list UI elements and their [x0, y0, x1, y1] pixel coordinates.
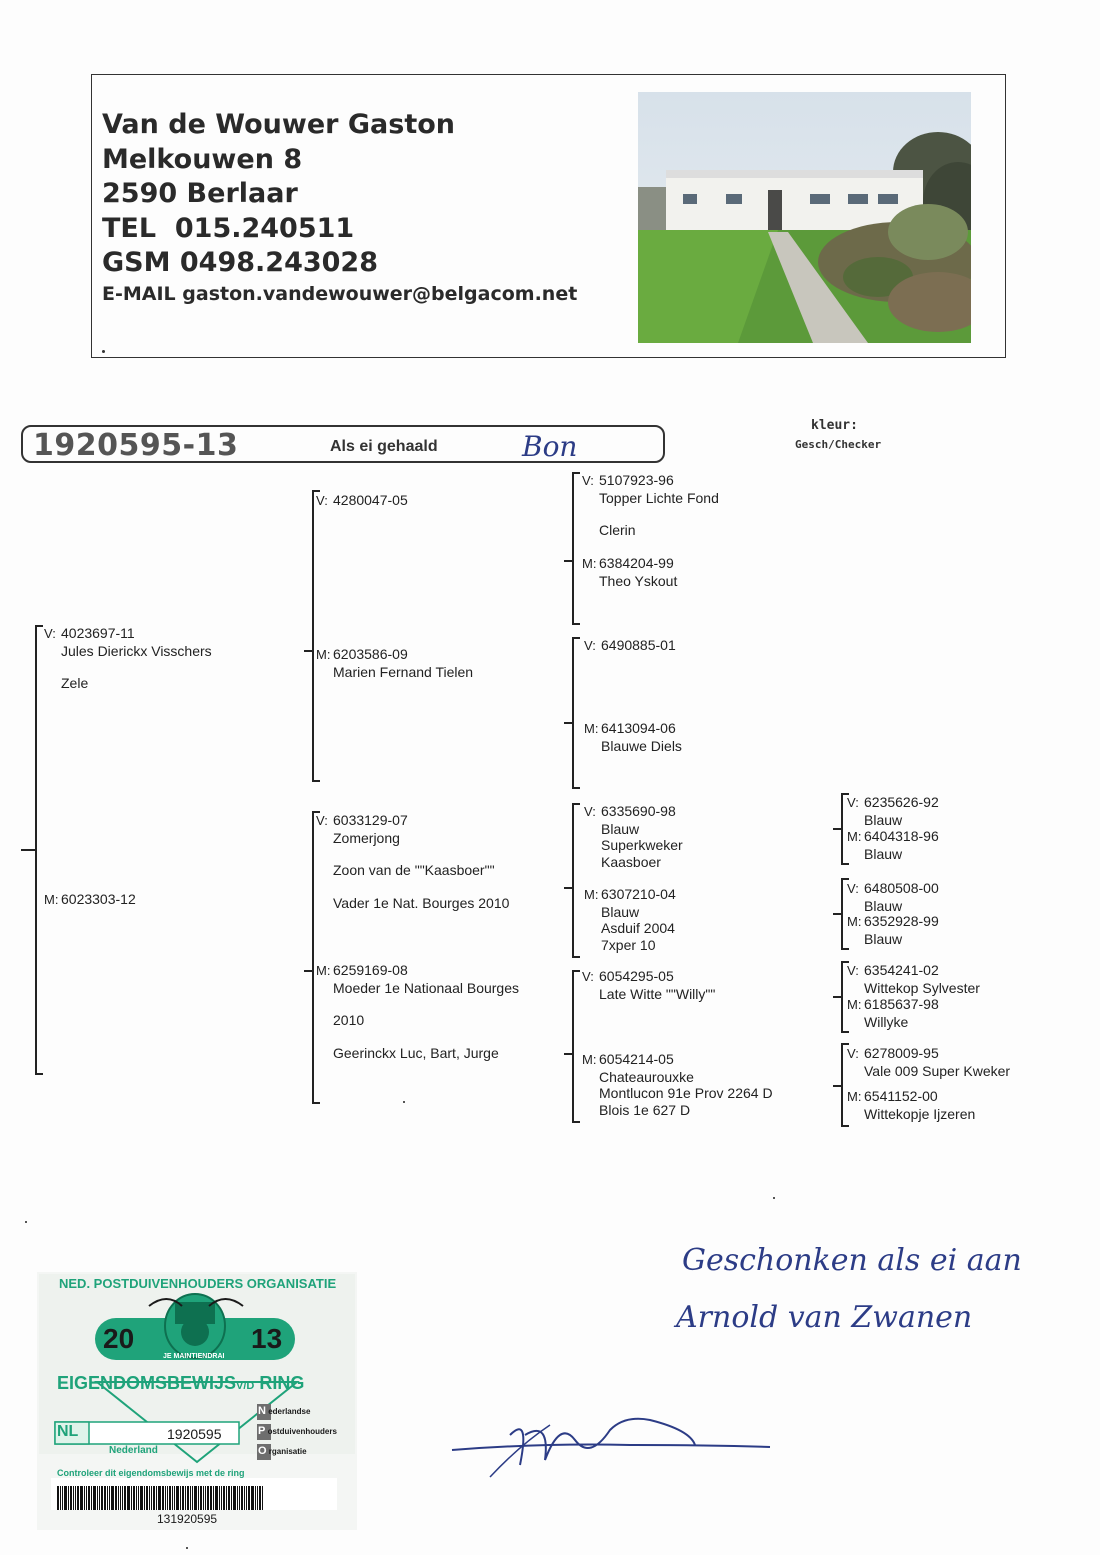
parent-ring-number: 6480508-00 — [864, 880, 939, 896]
barcode-bar — [99, 1486, 100, 1510]
parent-ring-number: 4023697-11 — [61, 625, 135, 641]
tick-dam — [304, 970, 313, 972]
pedigree-dsdd — [847, 913, 939, 947]
parent-info-line: Vale 009 Super Kweker — [864, 1062, 1011, 1079]
parent-prefix: M: — [584, 887, 599, 902]
parent-info-line: Zoon van de ""Kaasboer"" — [333, 862, 495, 878]
speck — [403, 1101, 405, 1103]
pedigree-ddds — [847, 1045, 1010, 1079]
barcode-bar — [262, 1486, 263, 1510]
parent-ring-number: 6413094-06 — [601, 720, 676, 736]
cert-npo-letter-1: N — [258, 1405, 266, 1417]
barcode-bar — [205, 1486, 206, 1510]
parent-info-line: Willyke — [864, 1013, 909, 1030]
barcode-bar — [131, 1486, 132, 1510]
owner-name: Van de Wouwer Gaston — [102, 109, 455, 140]
cert-npo-1 — [258, 1405, 310, 1417]
spacer — [44, 659, 212, 675]
barcode-bar — [187, 1486, 189, 1510]
barcode-bar — [60, 1486, 61, 1510]
barcode-bar — [172, 1486, 173, 1510]
cert-npo-word-1: ederlandse — [268, 1407, 311, 1416]
barcode-bar — [165, 1486, 166, 1510]
pedigree-ddsd — [847, 996, 939, 1030]
barcode-bar — [111, 1486, 114, 1510]
pedigree-dam-dam — [316, 962, 519, 1061]
spacer — [316, 846, 509, 862]
parent-ring-number: 6278009-95 — [864, 1045, 939, 1061]
bracket-g3-1 — [572, 472, 580, 625]
cert-year-left: 20 — [103, 1323, 135, 1354]
barcode-bar — [221, 1486, 222, 1510]
cert-npo-letter-3: O — [258, 1445, 267, 1457]
pedigree-dddd — [847, 1088, 975, 1122]
pedigree-dsss — [847, 794, 939, 828]
barcode-bar — [241, 1486, 243, 1510]
barcode-bar — [64, 1486, 67, 1510]
pedigree-dds — [582, 968, 715, 1002]
ring-number: 1920595-13 — [33, 428, 239, 463]
pedigree-sire-dam — [316, 646, 473, 680]
barcode-bar — [80, 1486, 83, 1510]
cert-title — [57, 1373, 304, 1394]
parent-prefix: V: — [582, 969, 594, 984]
barcode-bar — [93, 1486, 96, 1510]
pedigree-dssd — [847, 828, 939, 862]
parent-info-line: Late Witte ""Willy"" — [599, 985, 716, 1002]
barcode-bar — [75, 1486, 76, 1510]
pedigree-ddss — [847, 962, 980, 996]
barcode-bar — [194, 1486, 197, 1510]
parent-prefix: V: — [847, 1046, 859, 1061]
parent-prefix: M: — [847, 829, 862, 844]
signature — [450, 1405, 780, 1485]
parent-ring-number: 6335690-98 — [601, 803, 676, 819]
bracket-sire-parents — [312, 490, 320, 782]
cert-control-text: Controleer dit eigendomsbewijs met de ring — [57, 1468, 245, 1478]
barcode — [57, 1486, 337, 1512]
colour-label: kleur: — [811, 418, 858, 433]
parent-ring-number: 4280047-05 — [333, 492, 408, 508]
parent-ring-number: 5107923-96 — [599, 472, 674, 488]
barcode-bar — [122, 1486, 123, 1510]
cert-title-end: RING — [259, 1373, 305, 1393]
parent-prefix: M: — [847, 997, 862, 1012]
parent-ring-number: 6404318-96 — [864, 828, 939, 844]
parent-info-line: Blauw — [864, 845, 903, 862]
barcode-bar — [97, 1486, 98, 1510]
pedigree-sdd — [584, 720, 682, 754]
barcode-bar — [88, 1486, 90, 1510]
cert-npo-word-2: ostduivenhouders — [267, 1427, 337, 1436]
parent-info-line: 2010 — [333, 1012, 365, 1028]
parent-ring-number: 6054295-05 — [599, 968, 674, 984]
barcode-bar — [239, 1486, 240, 1510]
parent-prefix: M: — [316, 647, 331, 662]
parent-info-line: Geerinckx Luc, Bart, Jurge — [333, 1044, 499, 1061]
pedigree-dsds — [847, 880, 939, 914]
parent-prefix: M: — [584, 721, 599, 736]
barcode-bar — [190, 1486, 191, 1510]
owner-city: 2590 Berlaar — [102, 178, 298, 209]
parent-ring-number: 6033129-07 — [333, 812, 408, 828]
parent-prefix: M: — [582, 556, 597, 571]
parent-ring-number: 6541152-00 — [864, 1088, 938, 1104]
barcode-bar — [215, 1486, 218, 1510]
parent-prefix: V: — [44, 626, 56, 641]
pedigree-dam — [44, 891, 136, 909]
barcode-bar — [86, 1486, 87, 1510]
barcode-bar — [228, 1486, 230, 1510]
barcode-bar — [226, 1486, 227, 1510]
cert-title-main: EIGENDOMSBEWIJS — [57, 1373, 237, 1393]
owner-tel: TEL 015.240511 — [102, 212, 355, 244]
barcode-bar — [174, 1486, 175, 1510]
barcode-bar — [213, 1486, 214, 1510]
parent-prefix: M: — [847, 1089, 862, 1104]
parent-info-line: Blois 1e 627 D — [599, 1101, 691, 1118]
barcode-bar — [149, 1486, 150, 1510]
barcode-bar — [151, 1486, 152, 1510]
barcode-bar — [107, 1486, 108, 1510]
barcode-bar — [257, 1486, 258, 1510]
barcode-bar — [210, 1486, 212, 1510]
bracket-g3-2 — [572, 637, 580, 789]
tick-g3-2 — [564, 722, 573, 724]
barcode-bar — [158, 1486, 161, 1510]
parent-ring-number: 6185637-98 — [864, 996, 939, 1012]
parent-info-line: Marien Fernand Tielen — [333, 663, 474, 680]
spacer — [316, 1029, 519, 1045]
parent-info-line: Clerin — [599, 522, 636, 538]
pedigree-sss — [582, 472, 719, 539]
barcode-bar — [73, 1486, 74, 1510]
parent-prefix: M: — [316, 963, 331, 978]
parent-prefix: M: — [582, 1052, 597, 1067]
tick-g3-1 — [564, 560, 573, 562]
parent-prefix: V: — [847, 963, 859, 978]
parent-info-line: Zele — [61, 675, 89, 691]
cert-year-right: 13 — [251, 1323, 283, 1354]
barcode-bar — [84, 1486, 85, 1510]
owner-gsm: GSM 0498.243028 — [102, 247, 378, 278]
barcode-bar — [237, 1486, 238, 1510]
barcode-bar — [251, 1486, 254, 1510]
barcode-bar — [167, 1486, 168, 1510]
cert-title-suffix: V/D — [236, 1380, 255, 1392]
parent-info-line: Superkweker — [601, 837, 683, 853]
parent-info-line: Wittekop Sylvester — [864, 979, 980, 996]
barcode-bar — [231, 1486, 232, 1510]
cert-npo-word-3: rganisatie — [268, 1447, 307, 1456]
parent-prefix: M: — [847, 914, 862, 929]
barcode-bar — [144, 1486, 145, 1510]
tick-g4-1 — [833, 828, 842, 830]
header-dot — [102, 350, 105, 353]
parent-info-line: Blauw — [601, 820, 640, 837]
parent-prefix: M: — [44, 892, 59, 907]
pedigree-ddd — [582, 1051, 773, 1118]
tick-g4-2 — [833, 913, 842, 915]
handwritten-gift-line1: Geschonken als ei aan — [682, 1243, 1022, 1278]
parent-ring-number: 6490885-01 — [601, 637, 676, 653]
parent-info-line: Blauw — [864, 897, 903, 914]
parent-ring-number: 6307210-04 — [601, 886, 676, 902]
spacer — [316, 879, 509, 895]
barcode-bar — [182, 1486, 184, 1510]
parent-info-line: Blauw — [864, 930, 903, 947]
barcode-bar — [169, 1486, 171, 1510]
barcode-bar — [115, 1486, 117, 1510]
cert-npo-2 — [258, 1425, 337, 1437]
cert-barcode-number: 131920595 — [157, 1512, 218, 1526]
barcode-bar — [140, 1486, 143, 1510]
barcode-bar — [68, 1486, 69, 1510]
parent-ring-number: 6235626-92 — [864, 794, 939, 810]
colour-value: Gesch/Checker — [795, 438, 882, 451]
pedigree-sire-sire — [316, 492, 408, 510]
parent-info-line: Moeder 1e Nationaal Bourges — [333, 979, 520, 996]
barcode-bar — [118, 1486, 119, 1510]
tick-g3-4 — [564, 1053, 573, 1055]
pedigree-ssd — [582, 555, 677, 589]
parent-ring-number: 6023303-12 — [61, 891, 136, 907]
barcode-bar — [127, 1486, 130, 1510]
parent-info-line: Wittekopje Ijzeren — [864, 1105, 976, 1122]
tick-g4-3 — [833, 996, 842, 998]
parent-prefix: V: — [316, 813, 328, 828]
parent-info-line: 7xper 10 — [601, 936, 656, 953]
barcode-bar — [136, 1486, 137, 1510]
parent-info-line: Topper Lichte Fond — [599, 489, 719, 506]
owner-email: E-MAIL gaston.vandewouwer@belgacom.net — [102, 282, 578, 305]
barcode-bar — [192, 1486, 193, 1510]
barcode-bar — [120, 1486, 121, 1510]
spacer — [582, 506, 719, 522]
barcode-bar — [133, 1486, 135, 1510]
barcode-bar — [104, 1486, 106, 1510]
barcode-bar — [255, 1486, 256, 1510]
bracket-g3-4 — [572, 970, 580, 1123]
speck — [186, 1547, 188, 1549]
parent-ring-number: 6054214-05 — [599, 1051, 674, 1067]
barcode-bar — [162, 1486, 164, 1510]
barcode-bar — [219, 1486, 220, 1510]
barcode-bar — [70, 1486, 72, 1510]
barcode-bar — [180, 1486, 181, 1510]
cert-npo-3 — [258, 1445, 307, 1457]
parent-prefix: V: — [847, 881, 859, 896]
barcode-bar — [248, 1486, 250, 1510]
pedigree-sds — [584, 637, 676, 655]
barcode-bar — [156, 1486, 157, 1510]
ownership-certificate — [37, 1272, 357, 1530]
tick-g4-4 — [833, 1085, 842, 1087]
parent-info-line: Kaasboer — [601, 853, 661, 870]
cert-motto: JE MAINTIENDRAI — [163, 1353, 225, 1360]
cert-org: NED. POSTDUIVENHOUDERS ORGANISATIE — [59, 1276, 337, 1291]
pedigree-dam-sire — [316, 812, 509, 911]
barcode-bar — [77, 1486, 79, 1510]
barcode-bar — [101, 1486, 103, 1510]
cert-country: Nederland — [109, 1445, 158, 1456]
parent-prefix: V: — [582, 473, 594, 488]
pedigree-sire — [44, 625, 212, 692]
pedigree-dss — [584, 803, 683, 870]
tick-g3-3 — [564, 887, 573, 889]
cert-country-code: NL — [57, 1423, 79, 1440]
parent-ring-number: 6203586-09 — [333, 646, 408, 662]
parent-info-line: Theo Yskout — [599, 572, 678, 589]
pedigree-dsd — [584, 886, 676, 953]
parent-ring-number: 6352928-99 — [864, 913, 939, 929]
parent-info-line: Vader 1e Nat. Bourges 2010 — [333, 894, 510, 911]
origin-note: Als ei gehaald — [330, 438, 438, 455]
cert-ring-number: 1920595 — [167, 1426, 222, 1442]
barcode-bar — [223, 1486, 225, 1510]
spacer — [316, 996, 519, 1012]
tick-subject — [21, 849, 37, 851]
owner-block — [102, 108, 577, 307]
parent-prefix: V: — [584, 638, 596, 653]
parent-ring-number: 6259169-08 — [333, 962, 408, 978]
parent-info-line: Blauw — [601, 903, 640, 920]
parent-info-line: Asduif 2004 — [601, 920, 675, 936]
barcode-bar — [198, 1486, 199, 1510]
tick-sire — [304, 650, 313, 652]
parent-info-line: Blauwe Diels — [601, 737, 682, 754]
parent-info-line: Jules Dierickx Visschers — [61, 642, 212, 659]
parent-ring-number: 6354241-02 — [864, 962, 939, 978]
parent-prefix: V: — [847, 795, 859, 810]
parent-info-line: Zomerjong — [333, 829, 400, 846]
barcode-bar — [57, 1486, 59, 1510]
parent-prefix: V: — [316, 493, 328, 508]
barcode-bar — [203, 1486, 204, 1510]
parent-info-line: Blauw — [864, 811, 903, 828]
barcode-bar — [176, 1486, 179, 1510]
barcode-bar — [62, 1486, 63, 1510]
barcode-bar — [259, 1486, 261, 1510]
barcode-bar — [246, 1486, 247, 1510]
parent-prefix: V: — [584, 804, 596, 819]
barcode-bar — [153, 1486, 155, 1510]
barcode-bar — [244, 1486, 245, 1510]
speck — [25, 1221, 27, 1223]
barcode-bar — [138, 1486, 139, 1510]
barcode-bar — [233, 1486, 236, 1510]
parent-info-line: Chateaurouxke — [599, 1068, 694, 1085]
parent-info-line: Montlucon 91e Prov 2264 D — [599, 1085, 773, 1101]
handwritten-bon: Bon — [522, 430, 578, 463]
barcode-bar — [200, 1486, 202, 1510]
owner-street: Melkouwen 8 — [102, 143, 303, 175]
barcode-bar — [185, 1486, 186, 1510]
colour-info — [795, 418, 881, 451]
barcode-bar — [146, 1486, 148, 1510]
bracket-g3-3 — [572, 803, 580, 958]
barcode-bar — [109, 1486, 110, 1510]
loft-photo — [638, 92, 971, 343]
barcode-bar — [91, 1486, 92, 1510]
parent-ring-number: 6384204-99 — [599, 555, 674, 571]
cert-npo-letter-2: P — [258, 1425, 266, 1437]
barcode-bar — [207, 1486, 209, 1510]
handwritten-gift-line2: Arnold van Zwanen — [676, 1300, 973, 1335]
barcode-bar — [124, 1486, 126, 1510]
speck — [773, 1197, 775, 1199]
